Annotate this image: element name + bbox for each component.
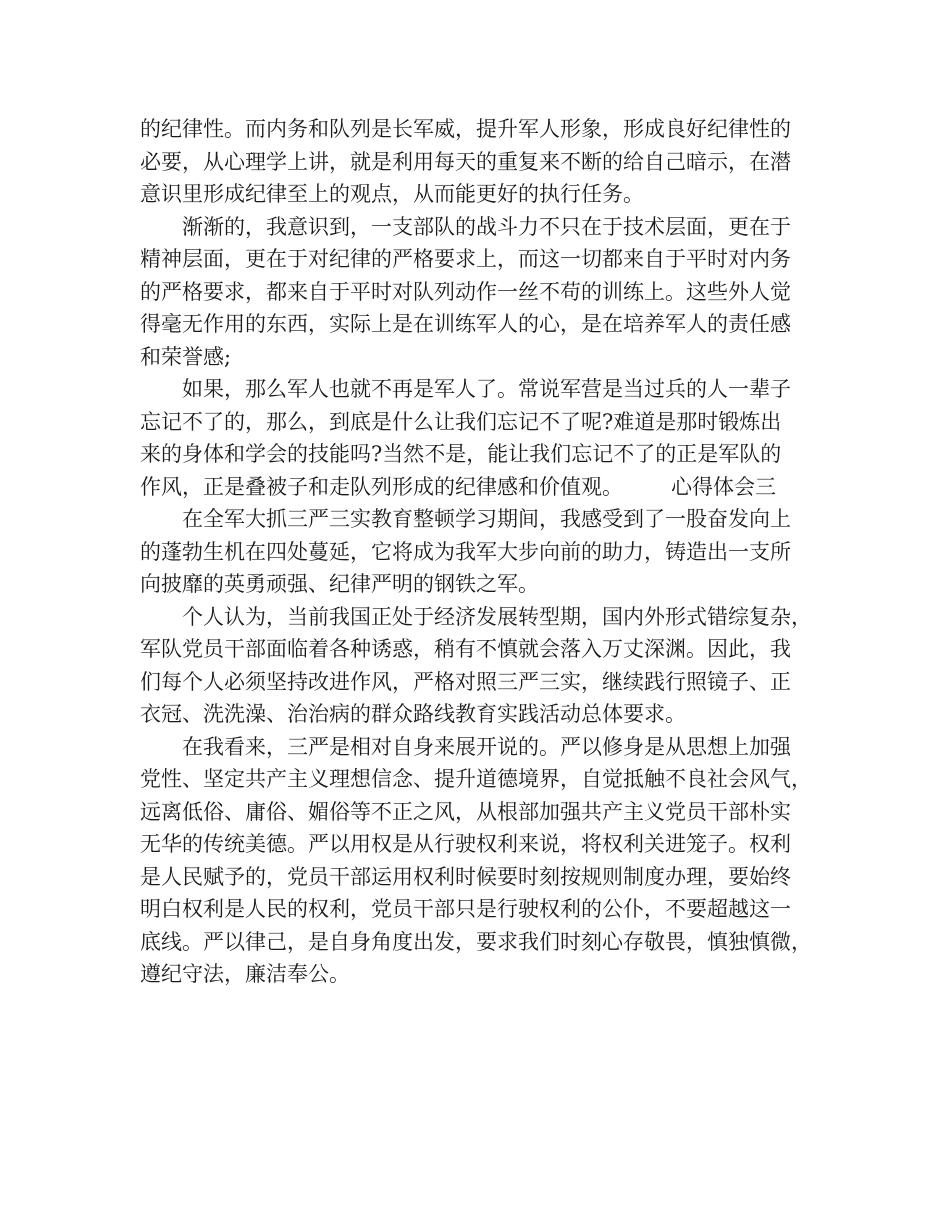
paragraph-first-line: 如果，那么军人也就不再是军人了。常说军营是当过兵的人一辈子	[182, 377, 791, 401]
body-text-line: 和荣誉感;	[140, 344, 232, 369]
body-text-line: 必要，从心理学上讲，就是利用每天的重复来不断的给自己暗示，在潜	[140, 149, 791, 174]
body-text-line: 意识里形成纪律至上的观点，从而能更好的执行任务。	[140, 182, 644, 206]
body-text-line: 的纪律性。而内务和队列是长军威，提升军人形象，形成良好纪律性的	[140, 117, 791, 141]
body-text-line: 向披靡的英勇顽强、纪律严明的钢铁之军。	[140, 572, 539, 596]
body-text-line: 的严格要求，都来自于平时对队列动作一丝不苟的训练上。这些外人觉	[140, 279, 791, 304]
paragraph-first-line: 个人认为，当前我国正处于经济发展转型期，国内外形式错综复杂，	[182, 604, 812, 629]
paragraph-first-line: 渐渐的，我意识到，一支部队的战斗力不只在于技术层面，更在于	[182, 214, 791, 239]
body-text-line: 来的身体和学会的技能吗?当然不是，能让我们忘记不了的正是军队的	[140, 442, 782, 466]
body-text-line: 远离低俗、庸俗、媚俗等不正之风，从根部加强共产主义党员干部朴实	[140, 799, 791, 824]
body-text-line: 是人民赋予的，党员干部运用权利时候要时刻按规则制度办理，要始终	[140, 864, 791, 889]
section-heading: 心得体会三	[671, 474, 776, 499]
body-text-segment: 作风，正是叠被子和走队列形成的纪律感和价值观。	[140, 474, 623, 499]
body-text-line: 们每个人必须坚持改进作风，严格对照三严三实，继续践行照镜子、正	[140, 669, 791, 694]
body-text-line: 党性、坚定共产主义理想信念、提升道德境界，自觉抵触不良社会风气，	[140, 767, 812, 791]
body-text-line: 遵纪守法，廉洁奉公。	[140, 962, 350, 986]
body-text-line: 底线。严以律己，是自身角度出发，要求我们时刻心存敬畏，慎独慎微，	[140, 929, 812, 954]
body-text-line: 的蓬勃生机在四处蔓延，它将成为我军大步向前的助力，铸造出一支所	[140, 539, 791, 564]
body-text-line: 衣冠、洗洗澡、治治病的群众路线教育实践活动总体要求。	[140, 702, 686, 726]
body-text-line-with-heading	[140, 471, 812, 504]
document-body	[140, 113, 812, 991]
paragraph-first-line: 在全军大抓三严三实教育整顿学习期间，我感受到了一股奋发向上	[182, 507, 791, 531]
body-text-line: 得毫无作用的东西，实际上是在训练军人的心，是在培养军人的责任感	[140, 312, 791, 336]
body-text-line: 忘记不了的，那么，到底是什么让我们忘记不了呢?难道是那时锻炼出	[140, 409, 782, 434]
paragraph-first-line: 在我看来，三严是相对自身来展开说的。严以修身是从思想上加强	[182, 734, 791, 759]
body-text-line: 无华的传统美德。严以用权是从行驶权利来说，将权利关进笼子。权利	[140, 832, 791, 856]
body-text-line: 军队党员干部面临着各种诱惑，稍有不慎就会落入万丈深渊。因此，我	[140, 637, 791, 661]
body-text-line: 明白权利是人民的权利，党员干部只是行驶权利的公仆，不要超越这一	[140, 897, 791, 921]
body-text-line: 精神层面，更在于对纪律的严格要求上，而这一切都来自于平时对内务	[140, 247, 791, 271]
